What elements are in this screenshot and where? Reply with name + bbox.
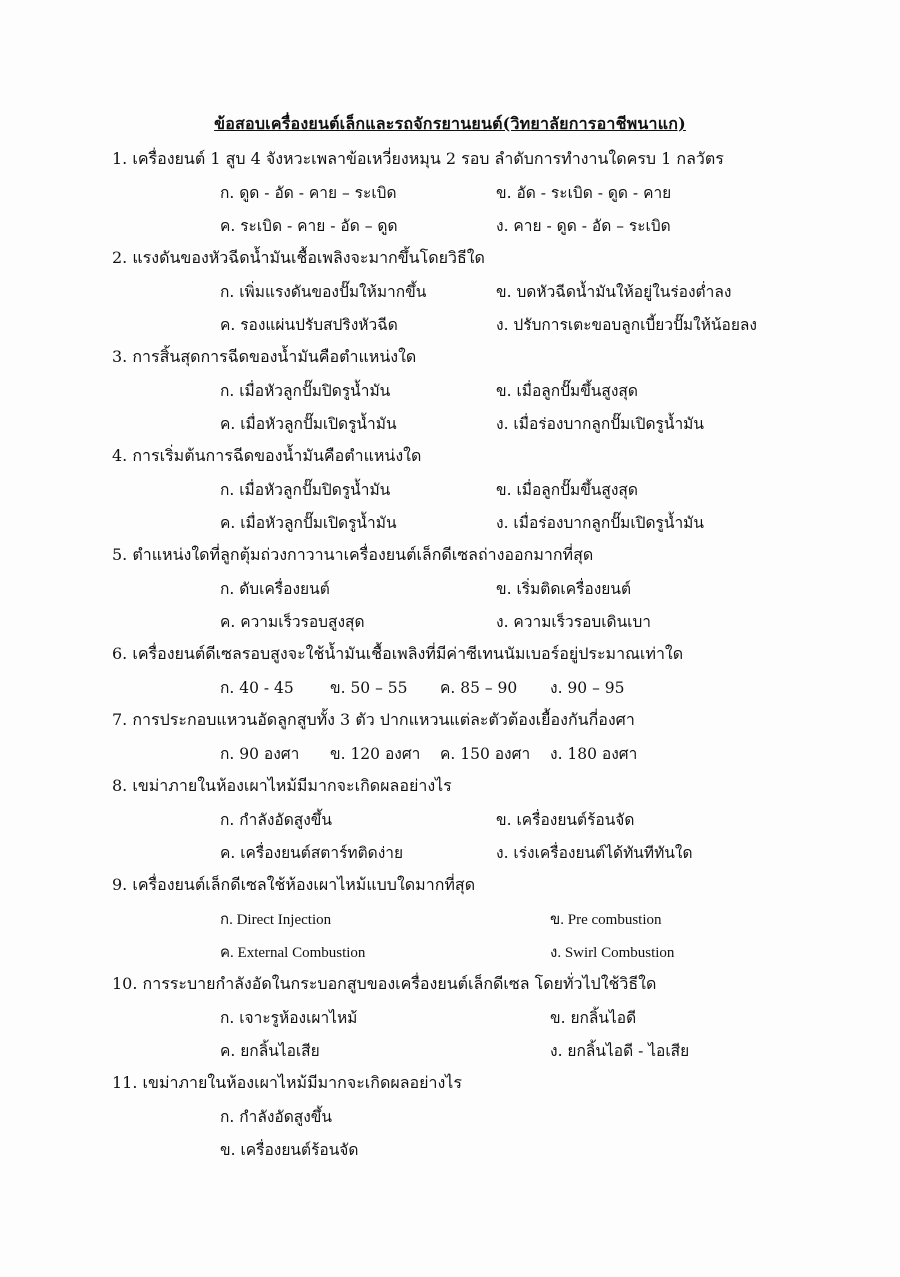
question-1: 1. เครื่องยนต์ 1 สูบ 4 จังหวะเพลาข้อเหวี่ยงหมุน 2 รอบ ลำดับการทำงานใดครบ 1 กลวัตร [112, 149, 724, 168]
q7-option-b: ข. 120 องศา [330, 745, 421, 763]
question-4: 4. การเริ่มต้นการฉีดของน้ำมันคือตำแหน่งใด [112, 446, 422, 465]
q4-option-b: ข. เมื่อลูกปั๊มขึ้นสูงสุด [496, 481, 638, 499]
question-3: 3. การสิ้นสุดการฉีดของน้ำมันคือตำแหน่งใด [112, 347, 417, 366]
q8-option-d: ง. เร่งเครื่องยนต์ได้ทันทีทันใด [496, 844, 693, 862]
question-11: 11. เขม่าภายในห้องเผาไหม้มีมากจะเกิดผลอย่างไร [112, 1073, 462, 1092]
q10-option-c: ค. ยกลิ้นไอเสีย [220, 1042, 320, 1060]
q4-option-a: ก. เมื่อหัวลูกปั๊มปิดรูน้ำมัน [220, 481, 391, 499]
q4-option-c: ค. เมื่อหัวลูกปั๊มเปิดรูน้ำมัน [220, 514, 397, 532]
q5-option-d: ง. ความเร็วรอบเดินเบา [496, 613, 652, 631]
q9-option-c: ค. External Combustion [220, 945, 366, 961]
q7-option-a: ก. 90 องศา [220, 745, 300, 763]
q5-option-c: ค. ความเร็วรอบสูงสุด [220, 613, 365, 631]
q9-option-d: ง. Swirl Combustion [550, 945, 675, 961]
q6-option-c: ค. 85 – 90 [440, 679, 518, 697]
q10-option-a: ก. เจาะรูห้องเผาไหม้ [220, 1009, 358, 1027]
q9-option-a: ก. Direct Injection [220, 912, 332, 928]
q1-option-d: ง. คาย - ดูด - อัด – ระเบิด [496, 217, 671, 235]
q1-option-a: ก. ดูด - อัด - คาย – ระเบิด [220, 184, 397, 202]
question-7: 7. การประกอบแหวนอัดลูกสูบทั้ง 3 ตัว ปากแหวนแต่ละตัวต้องเยื้องกันกี่องศา [112, 710, 635, 729]
q8-option-a: ก. กำลังอัดสูงขึ้น [220, 811, 332, 829]
q6-option-d: ง. 90 – 95 [550, 679, 625, 697]
q10-option-b: ข. ยกลิ้นไอดี [550, 1009, 637, 1027]
question-6: 6. เครื่องยนต์ดีเซลรอบสูงจะใช้น้ำมันเชื้อเพลิงที่มีค่าซีเทนนัมเบอร์อยู่ประมาณเท่าใด [112, 644, 684, 663]
q6-option-a: ก. 40 - 45 [220, 679, 294, 697]
q5-option-b: ข. เริ่มติดเครื่องยนต์ [496, 580, 632, 598]
q9-option-b: ข. Pre combustion [550, 912, 662, 928]
q2-option-d: ง. ปรับการเตะขอบลูกเบี้ยวปั๊มให้น้อยลง [496, 316, 757, 334]
question-10: 10. การระบายกำลังอัดในกระบอกสูบของเครื่องยนต์เล็กดีเซล โดยทั่วไปใช้วิธีใด [112, 974, 657, 993]
q11-option-a: ก. กำลังอัดสูงขึ้น [220, 1108, 332, 1126]
q1-option-c: ค. ระเบิด - คาย - อัด – ดูด [220, 217, 398, 235]
q8-option-b: ข. เครื่องยนต์ร้อนจัด [496, 811, 635, 829]
q3-option-c: ค. เมื่อหัวลูกปั๊มเปิดรูน้ำมัน [220, 415, 397, 433]
exam-title: ข้อสอบเครื่องยนต์เล็กและรถจักรยานยนต์(วิทยาลัยการอาชีพนาแก) [214, 114, 686, 133]
q3-option-b: ข. เมื่อลูกปั๊มขึ้นสูงสุด [496, 382, 638, 400]
question-2: 2. แรงดันของหัวฉีดน้ำมันเชื้อเพลิงจะมากขึ้นโดยวิธีใด [112, 248, 485, 267]
q1-option-b: ข. อัด - ระเบิด - ดูด - คาย [496, 184, 672, 202]
q7-option-d: ง. 180 องศา [550, 745, 638, 763]
q7-option-c: ค. 150 องศา [440, 745, 531, 763]
question-5: 5. ตำแหน่งใดที่ลูกตุ้มถ่วงกาวานาเครื่องยนต์เล็กดีเซลถ่างออกมากที่สุด [112, 545, 594, 564]
q2-option-c: ค. รองแผ่นปรับสปริงหัวฉีด [220, 316, 398, 334]
q4-option-d: ง. เมื่อร่องบากลูกปั๊มเปิดรูน้ำมัน [496, 514, 704, 532]
q11-option-b: ข. เครื่องยนต์ร้อนจัด [220, 1141, 359, 1159]
q6-option-b: ข. 50 – 55 [330, 679, 408, 697]
q2-option-b: ข. บดหัวฉีดน้ำมันให้อยู่ในร่องต่ำลง [496, 283, 732, 301]
q5-option-a: ก. ดับเครื่องยนต์ [220, 580, 330, 598]
q3-option-d: ง. เมื่อร่องบากลูกปั๊มเปิดรูน้ำมัน [496, 415, 704, 433]
q3-option-a: ก. เมื่อหัวลูกปั๊มปิดรูน้ำมัน [220, 382, 391, 400]
question-9: 9. เครื่องยนต์เล็กดีเซลใช้ห้องเผาไหม้แบบใดมากที่สุด [112, 875, 476, 894]
q8-option-c: ค. เครื่องยนต์สตาร์ทติดง่าย [220, 844, 404, 862]
question-8: 8. เขม่าภายในห้องเผาไหม้มีมากจะเกิดผลอย่างไร [112, 776, 452, 795]
q2-option-a: ก. เพิ่มแรงดันของปั๊มให้มากขึ้น [220, 283, 427, 301]
q10-option-d: ง. ยกลิ้นไอดี - ไอเสีย [550, 1042, 690, 1060]
